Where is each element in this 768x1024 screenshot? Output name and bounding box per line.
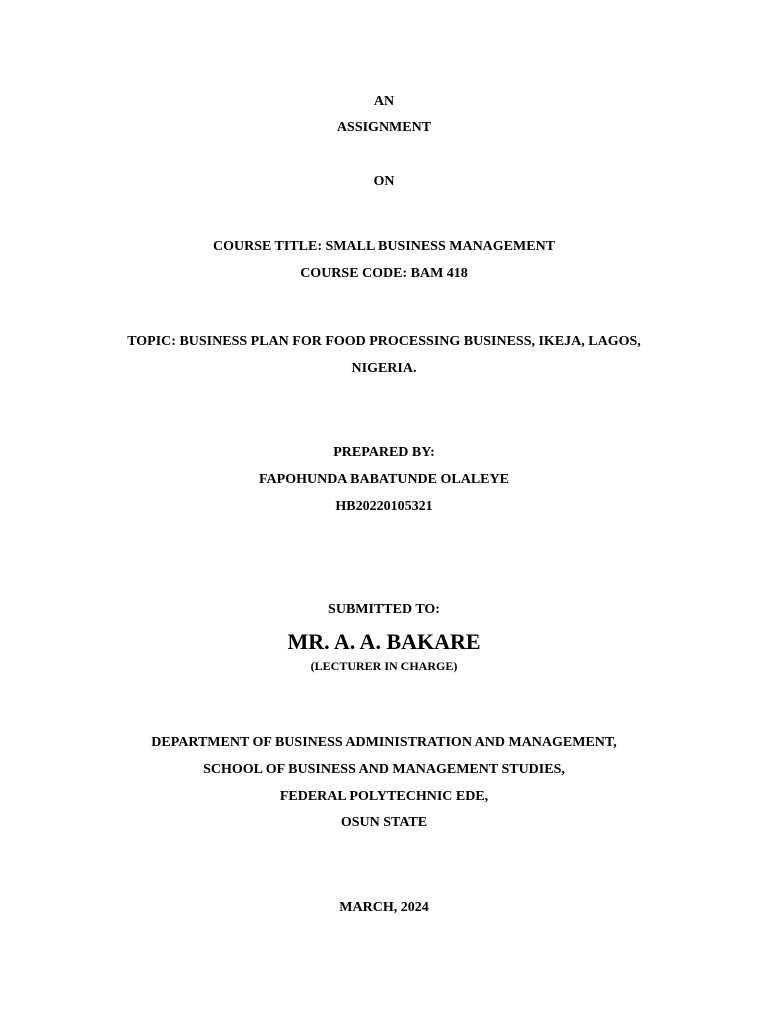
- submitted-to-label: SUBMITTED TO:: [328, 602, 440, 617]
- course-title: COURSE TITLE: SMALL BUSINESS MANAGEMENT: [212, 239, 556, 254]
- prepared-by-label: PREPARED BY:: [333, 445, 435, 460]
- heading-on: ON: [373, 174, 395, 189]
- heading-assignment: ASSIGNMENT: [336, 120, 432, 135]
- institution: FEDERAL POLYTECHNIC EDE,: [279, 789, 489, 804]
- school: SCHOOL OF BUSINESS AND MANAGEMENT STUDIES,: [203, 762, 565, 777]
- department: DEPARTMENT OF BUSINESS ADMINISTRATION AND MANAGEMENT,: [151, 735, 617, 750]
- lecturer-name: MR. A. A. BAKARE: [287, 629, 481, 654]
- state: OSUN STATE: [340, 815, 428, 830]
- topic-line-2: NIGERIA.: [351, 361, 417, 376]
- matric-number: HB20220105321: [335, 499, 433, 514]
- lecturer-role: (LECTURER IN CHARGE): [310, 659, 458, 673]
- heading-an: AN: [373, 94, 395, 109]
- date: MARCH, 2024: [339, 900, 429, 915]
- course-code: COURSE CODE: BAM 418: [300, 266, 468, 281]
- student-name: FAPOHUNDA BABATUNDE OLALEYE: [259, 472, 509, 487]
- topic-line-1: TOPIC: BUSINESS PLAN FOR FOOD PROCESSING BUSINESS, IKEJA, LAGOS,: [127, 334, 641, 349]
